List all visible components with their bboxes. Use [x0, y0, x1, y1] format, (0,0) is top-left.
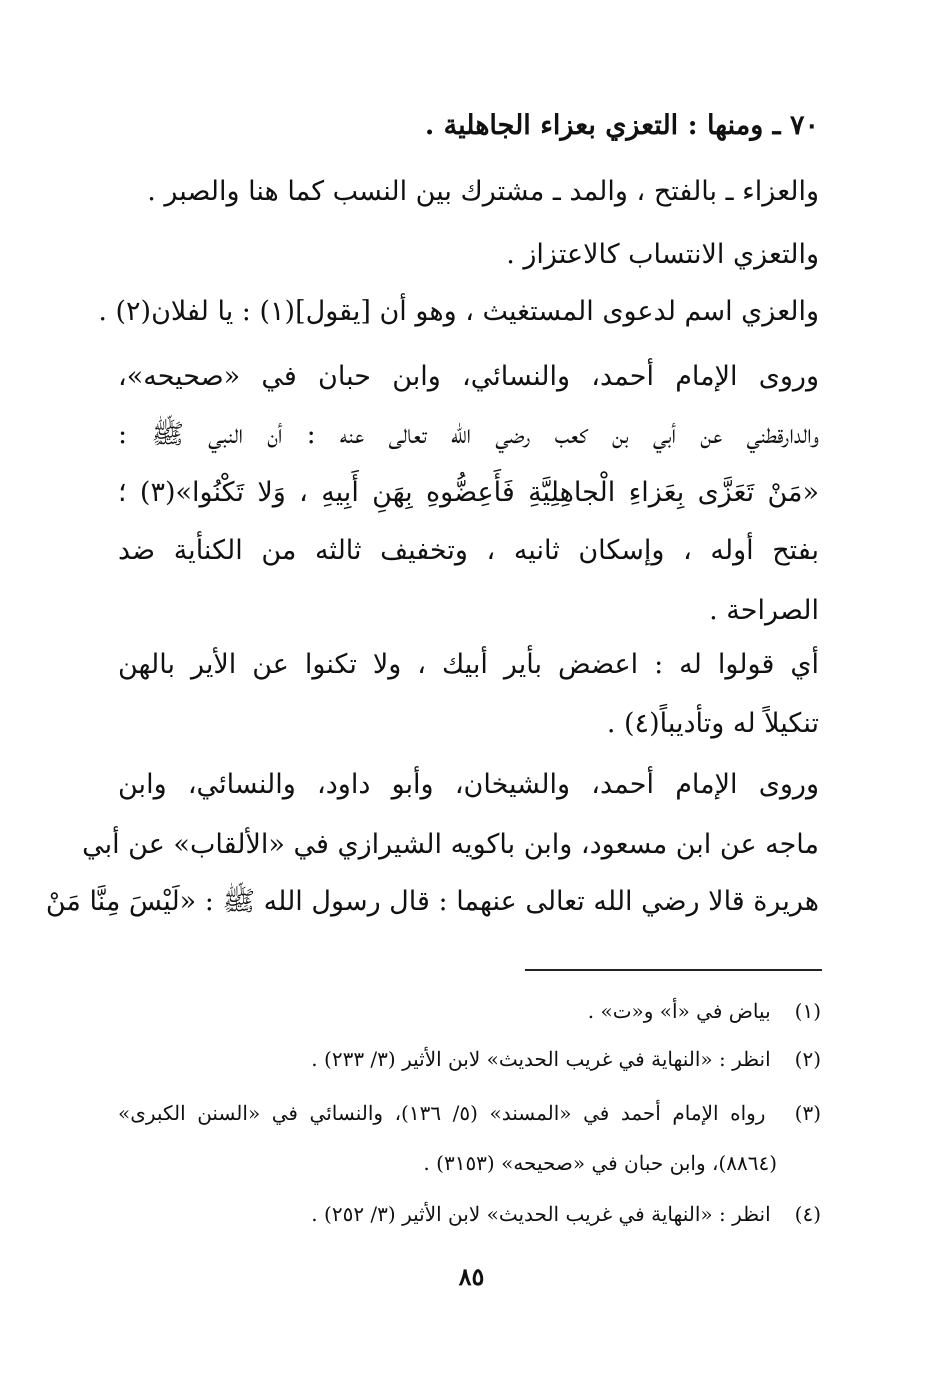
footnote-number: (٤) [794, 1202, 821, 1226]
body-line: ماجه عن ابن مسعود، وابن باكويه الشيرازي في «الألقاب» عن أبي [82, 829, 819, 860]
footnote-text: رواه الإمام أحمد في «المسند» (٥/ ١٣٦)، والنسائي في «السنن الكبرى» [118, 1101, 766, 1125]
body-line: والعزاء ـ بالفتح ، والمد ـ مشترك بين النسب كما هنا والصبر . [147, 176, 819, 207]
footnote-number: (٢) [794, 1047, 821, 1071]
body-line: والعزي اسم لدعوى المستغيث ، وهو أن [يقول](١) : يا لفلان(٢) . [98, 296, 819, 327]
hadith-line: «مَنْ تَعَزَّى بِعَزاءِ الْجاهِلِيَّةِ فَأَعِضُّوهِ بِهَنِ أَبِيهِ ، وَلا تَكْنُوا»(٣) ؛ [118, 477, 820, 508]
section-heading: ٧٠ ـ ومنها : التعزي بعزاء الجاهلية . [424, 110, 819, 141]
footnote-number: (٣) [794, 1101, 822, 1125]
footnote [311, 1043, 821, 1075]
body-line: والدارقطني عن أبي بن كعب رضي الله تعالى عنه : أن النبي ﷺ : [118, 419, 819, 450]
footnote-continuation: (٨٨٦٤)، وابن حبان في «صحيحه» (٣١٥٣) . [423, 1151, 777, 1175]
body-line: هريرة قالا رضي الله تعالى عنهما : قال رسول الله ﷺ : «لَيْسَ مِنَّا مَنْ [45, 886, 819, 917]
footnote-text: بياض في «أ» و«ت» . [587, 999, 771, 1023]
body-line: وروى الإمام أحمد، والنسائي، وابن حبان في «صحيحه»، [118, 361, 819, 392]
body-line: الصراحة . [709, 595, 819, 626]
body-line: أي قولوا له : اعضض بأير أبيك ، ولا تكنوا عن الأير بالهن [118, 649, 819, 680]
footnote-number: (١) [794, 999, 821, 1023]
body-line: والتعزي الانتساب كالاعتزاز . [506, 239, 819, 270]
footnote-text: انظر : «النهاية في غريب الحديث» لابن الأثير (٣/ ٢٥٢) . [311, 1202, 771, 1226]
footnote [588, 995, 821, 1027]
footnote [311, 1198, 821, 1230]
body-line: بفتح أوله ، وإسكان ثانيه ، وتخفيف ثالثه من الكنأية ضد [118, 535, 819, 566]
body-line: تنكيلاً له وتأديباً(٤) . [606, 708, 819, 739]
footnote-text: انظر : «النهاية في غريب الحديث» لابن الأثير (٣/ ٢٣٣) . [311, 1047, 771, 1071]
body-line: وروى الإمام أحمد، والشيخان، وأبو داود، والنسائي، وابن [118, 769, 819, 800]
footnote-separator [525, 969, 822, 971]
page-number: ٨٥ [458, 1262, 485, 1291]
footnote [118, 1097, 821, 1129]
